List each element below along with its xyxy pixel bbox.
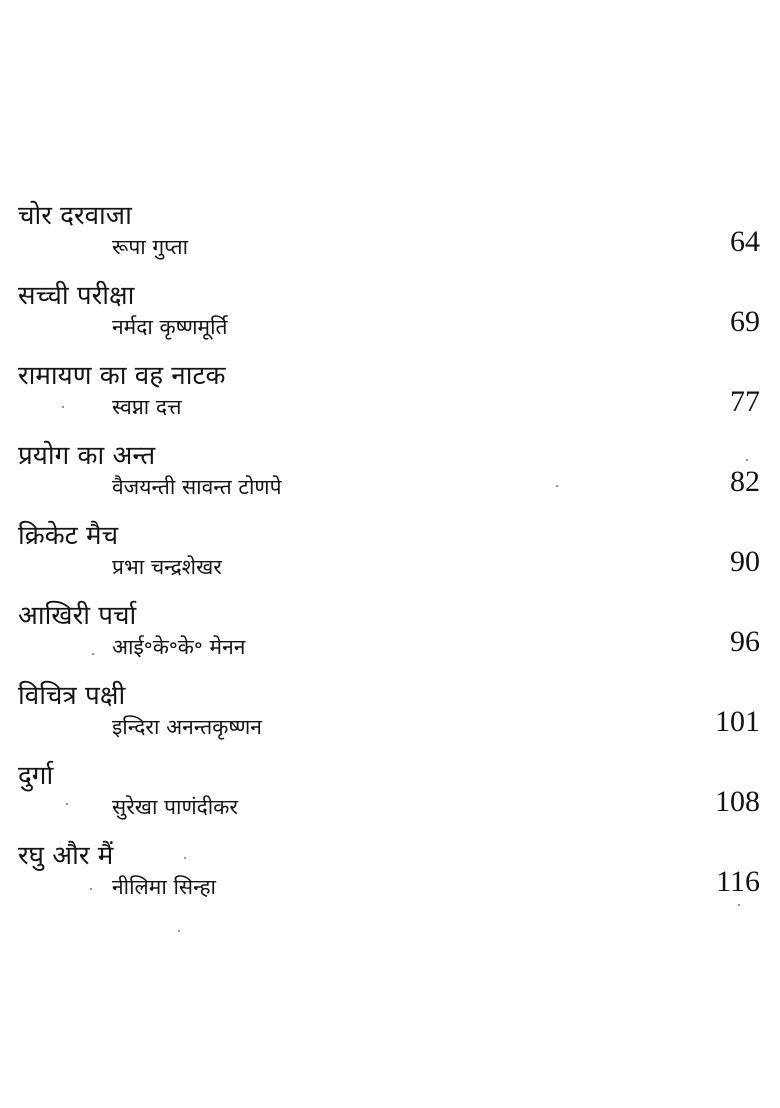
scan-speck [746,459,748,461]
page-number: 64 [730,225,760,258]
scan-speck [556,485,558,487]
story-title: दुर्गा [18,761,54,791]
scan-speck [66,803,68,805]
scan-speck [178,930,180,932]
page-number: 116 [716,865,760,898]
toc-entry [0,836,780,916]
page-number: 90 [730,545,760,578]
story-title: चोर दरवाजा [18,201,132,231]
story-author: स्वप्ना दत्त [112,395,182,419]
story-author: नीलिमा सिन्हा [112,875,216,899]
story-author: सुरेखा पाणंदीकर [112,795,238,819]
toc-entry [0,596,780,676]
toc-entry [0,356,780,436]
page-number: 77 [730,385,760,418]
toc-entry [0,436,780,516]
toc-entry [0,756,780,836]
scan-speck [90,888,92,890]
story-author: प्रभा चन्द्रशेखर [112,555,222,579]
page-number: 82 [730,465,760,498]
story-author: नर्मदा कृष्णमूर्ति [112,315,228,339]
story-author: रूपा गुप्ता [112,235,189,259]
table-of-contents [0,196,780,916]
scan-speck [92,653,94,655]
scan-speck [62,406,64,408]
toc-entry [0,516,780,596]
page-number: 101 [715,705,760,738]
story-title: रघु और मैं [18,841,114,871]
toc-entry [0,676,780,756]
page-number: 69 [730,305,760,338]
page-number: 96 [730,625,760,658]
story-author: आई॰के॰के॰ मेनन [112,635,246,659]
scan-speck [738,904,740,906]
story-title: रामायण का वह नाटक [18,361,226,391]
story-title: क्रिकेट मैच [18,521,119,551]
story-title: विचित्र पक्षी [18,681,126,711]
scan-speck [184,857,186,859]
story-title: प्रयोग का अन्त [18,441,156,471]
story-author: इन्दिरा अनन्तकृष्णन [112,715,262,739]
page-number: 108 [715,785,760,818]
toc-entry [0,196,780,276]
story-title: सच्ची परीक्षा [18,281,135,311]
story-author: वैजयन्ती सावन्त टोणपे [112,475,282,499]
toc-entry [0,276,780,356]
story-title: आखिरी पर्चा [18,601,137,631]
